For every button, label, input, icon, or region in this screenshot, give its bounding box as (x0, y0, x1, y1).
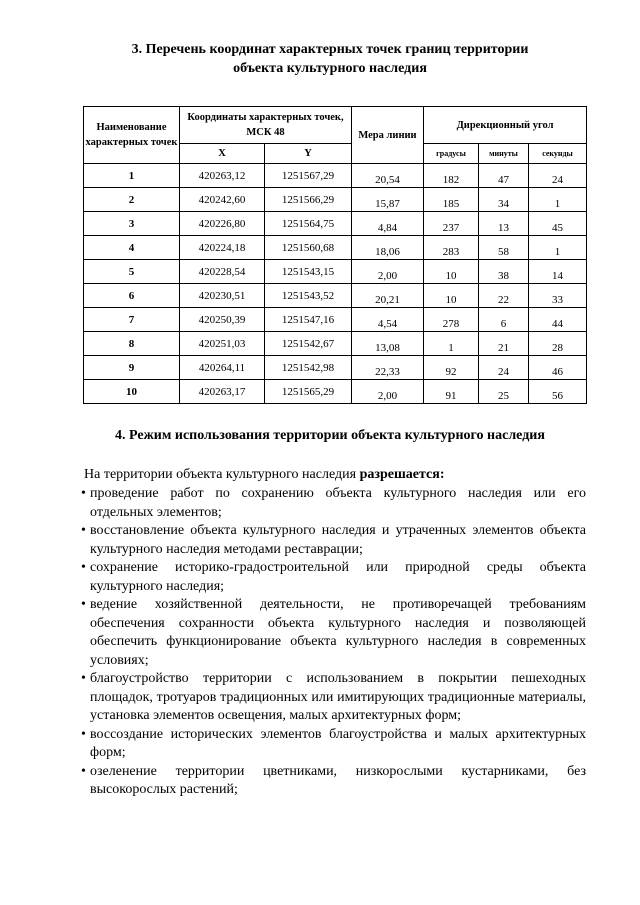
point-number-cell: 10 (84, 380, 180, 404)
x-coordinate-cell: 420250,39 (180, 308, 265, 332)
seconds-cell: 28 (529, 332, 587, 356)
list-item (81, 522, 586, 559)
degrees-cell: 278 (424, 308, 479, 332)
header-coordinates: Координаты характерных точек, МСК 48 (180, 107, 352, 144)
header-line-length: Мера линии (352, 107, 424, 164)
header-seconds: секунды (529, 144, 587, 164)
table-row (84, 212, 587, 236)
header-point-name: Наименование характерных точек (84, 107, 180, 164)
degrees-cell: 283 (424, 236, 479, 260)
coordinates-table (83, 106, 587, 404)
seconds-cell: 33 (529, 284, 587, 308)
point-number-cell: 4 (84, 236, 180, 260)
line-length-cell: 2,00 (352, 260, 424, 284)
table-row (84, 236, 587, 260)
minutes-cell: 6 (479, 308, 529, 332)
list-item (81, 596, 586, 670)
degrees-cell: 92 (424, 356, 479, 380)
table-row (84, 260, 587, 284)
y-coordinate-cell: 1251565,29 (265, 380, 352, 404)
y-coordinate-cell: 1251567,29 (265, 164, 352, 188)
intro-paragraph (84, 466, 586, 485)
minutes-cell: 24 (479, 356, 529, 380)
x-coordinate-cell: 420264,11 (180, 356, 265, 380)
seconds-cell: 44 (529, 308, 587, 332)
section-4-title: 4. Режим использования территории объекта культурного наследия (115, 428, 545, 443)
list-item-text: проведение работ по сохранению объекта культурного наследия или его отдельных элементов; (90, 486, 586, 520)
x-coordinate-cell: 420263,12 (180, 164, 265, 188)
allowed-activities-list (81, 485, 586, 800)
point-number-cell: 8 (84, 332, 180, 356)
x-coordinate-cell: 420224,18 (180, 236, 265, 260)
table-row (84, 188, 587, 212)
degrees-cell: 237 (424, 212, 479, 236)
header-minutes: минуты (479, 144, 529, 164)
table-row (84, 380, 587, 404)
line-length-cell: 4,84 (352, 212, 424, 236)
degrees-cell: 182 (424, 164, 479, 188)
bullet-marker: • (81, 726, 86, 742)
y-coordinate-cell: 1251542,98 (265, 356, 352, 380)
minutes-cell: 38 (479, 260, 529, 284)
seconds-cell: 24 (529, 164, 587, 188)
table-row (84, 284, 587, 308)
point-number-cell: 9 (84, 356, 180, 380)
point-number-cell: 3 (84, 212, 180, 236)
section-3-title-line-2: объекта культурного наследия (233, 61, 427, 76)
list-item-text: воссоздание исторических элементов благоустройства и малых архитектурных форм; (90, 726, 586, 760)
line-length-cell: 13,08 (352, 332, 424, 356)
bullet-marker: • (81, 597, 86, 612)
bullet-marker: • (81, 486, 86, 501)
list-item-text: сохранение историко-градостроительной или природной среды объекта культурного наследия; (90, 560, 586, 594)
point-number-cell: 1 (84, 164, 180, 188)
y-coordinate-cell: 1251566,29 (265, 188, 352, 212)
intro-text: На территории объекта культурного наследия (84, 467, 360, 482)
seconds-cell: 45 (529, 212, 587, 236)
x-coordinate-cell: 420242,60 (180, 188, 265, 212)
header-x: X (180, 144, 265, 164)
list-item (81, 670, 586, 726)
bullet-marker: • (81, 523, 86, 538)
y-coordinate-cell: 1251560,68 (265, 236, 352, 260)
seconds-cell: 1 (529, 188, 587, 212)
list-item-text: ведение хозяйственной деятельности, не противоречащей требованиям обеспечения сохранности объекта культурного наследия и позволяющей обеспечить функционирование объекта культурного наследия в современных условиях; (90, 597, 586, 668)
seconds-cell: 46 (529, 356, 587, 380)
seconds-cell: 14 (529, 260, 587, 284)
line-length-cell: 22,33 (352, 356, 424, 380)
line-length-cell: 15,87 (352, 188, 424, 212)
x-coordinate-cell: 420251,03 (180, 332, 265, 356)
point-number-cell: 5 (84, 260, 180, 284)
x-coordinate-cell: 420228,54 (180, 260, 265, 284)
minutes-cell: 21 (479, 332, 529, 356)
table-row (84, 308, 587, 332)
x-coordinate-cell: 420230,51 (180, 284, 265, 308)
list-item-text: благоустройство территории с использованием в покрытии пешеходных площадок, тротуаров традиционных или имитирующих традиционные материалы, установка элементов освещения, малых архитектурных форм; (90, 671, 586, 723)
line-length-cell: 20,21 (352, 284, 424, 308)
line-length-cell: 4,54 (352, 308, 424, 332)
bullet-marker: • (81, 671, 86, 686)
minutes-cell: 47 (479, 164, 529, 188)
list-item-text: озеленение территории цветниками, низкорослыми кустарниками, без высокорослых растений; (90, 763, 586, 797)
minutes-cell: 13 (479, 212, 529, 236)
section-3-title (60, 40, 600, 78)
degrees-cell: 91 (424, 380, 479, 404)
point-number-cell: 7 (84, 308, 180, 332)
list-item (81, 763, 586, 800)
section-3-title-line-1: 3. Перечень координат характерных точек границ территории (131, 42, 529, 57)
header-degrees: градусы (424, 144, 479, 164)
header-y: Y (265, 144, 352, 164)
y-coordinate-cell: 1251564,75 (265, 212, 352, 236)
y-coordinate-cell: 1251543,52 (265, 284, 352, 308)
minutes-cell: 34 (479, 188, 529, 212)
intro-bold-text: разрешается: (359, 467, 445, 482)
header-direction-angle: Дирекционный угол (424, 107, 587, 144)
y-coordinate-cell: 1251542,67 (265, 332, 352, 356)
point-number-cell: 2 (84, 188, 180, 212)
minutes-cell: 58 (479, 236, 529, 260)
table-row (84, 356, 587, 380)
table-row (84, 332, 587, 356)
degrees-cell: 1 (424, 332, 479, 356)
coordinates-table-body (84, 164, 587, 404)
list-item-text: восстановление объекта культурного наследия и утраченных элементов объекта культурного наследия методами реставрации; (90, 523, 586, 557)
bullet-marker: • (81, 560, 86, 575)
y-coordinate-cell: 1251547,16 (265, 308, 352, 332)
list-item (81, 485, 586, 522)
minutes-cell: 25 (479, 380, 529, 404)
line-length-cell: 18,06 (352, 236, 424, 260)
seconds-cell: 56 (529, 380, 587, 404)
y-coordinate-cell: 1251543,15 (265, 260, 352, 284)
line-length-cell: 2,00 (352, 380, 424, 404)
list-item (81, 559, 586, 596)
line-length-cell: 20,54 (352, 164, 424, 188)
point-number-cell: 6 (84, 284, 180, 308)
list-item (81, 726, 586, 763)
degrees-cell: 10 (424, 260, 479, 284)
bullet-marker: • (81, 763, 86, 779)
minutes-cell: 22 (479, 284, 529, 308)
table-row (84, 164, 587, 188)
degrees-cell: 10 (424, 284, 479, 308)
x-coordinate-cell: 420226,80 (180, 212, 265, 236)
x-coordinate-cell: 420263,17 (180, 380, 265, 404)
seconds-cell: 1 (529, 236, 587, 260)
degrees-cell: 185 (424, 188, 479, 212)
